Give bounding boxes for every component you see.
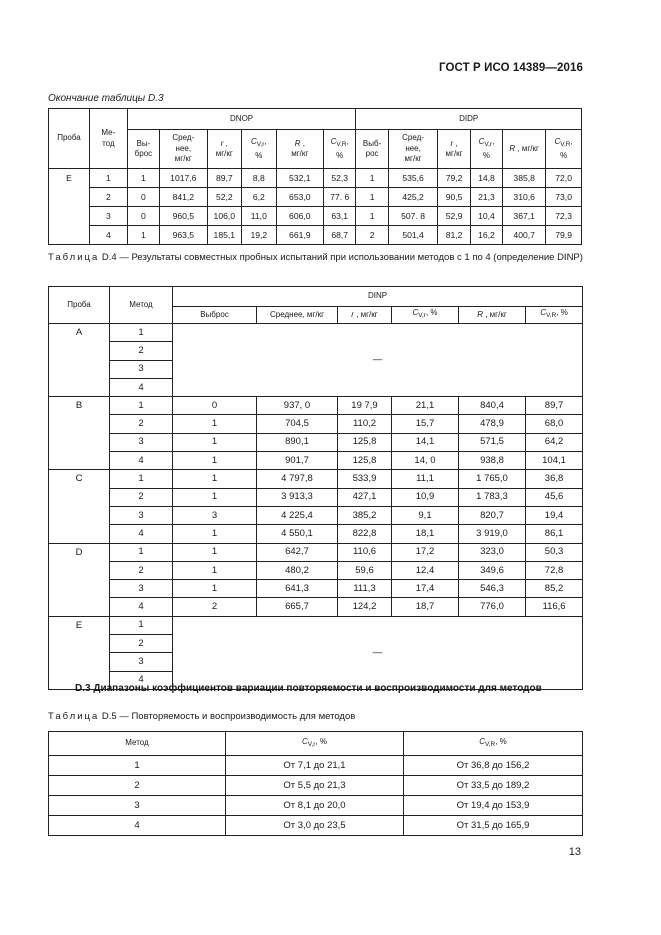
table-d5-caption: Таблица D.5 — Повторяемость и воспроизводимость для методов [48, 711, 356, 722]
table-cell: 532,1 [276, 169, 323, 188]
table-cell: 937, 0 [257, 397, 338, 415]
table-cell: 1 [49, 756, 226, 776]
group-header-didp: DIDP [356, 109, 582, 130]
proba-cell: C [49, 470, 110, 543]
table-cell: 1 [356, 169, 388, 188]
table-cell: 1 [173, 452, 257, 470]
table-cell: 533,9 [338, 470, 392, 488]
table-cell: 110,2 [338, 415, 392, 433]
table-cell: 0 [173, 397, 257, 415]
table-cell: 1 [89, 169, 127, 188]
metod-cell: 3 [110, 580, 173, 598]
table-cell: 90,5 [438, 188, 470, 207]
table-cell: 72,8 [526, 561, 583, 579]
table-cell: 2 [173, 598, 257, 616]
table-d4 [48, 286, 583, 690]
table-cell: 124,2 [338, 598, 392, 616]
table-cell: 15,7 [392, 415, 459, 433]
table-row [49, 169, 582, 188]
metod-cell: 4 [110, 452, 173, 470]
sub-header-didp-0: Выб- рос [356, 130, 388, 169]
table-cell: 2 [356, 226, 388, 245]
table-cell: 571,5 [459, 433, 526, 451]
proba-cell: B [49, 397, 110, 470]
metod-cell: 1 [110, 397, 173, 415]
table-cell: 938,8 [459, 452, 526, 470]
table-cell: 310,6 [503, 188, 546, 207]
col-header-metod: Ме- тод [89, 109, 127, 169]
table-d4-caption: Таблица D.4 — Результаты совместных пробных испытаний при использовании методов с 1 по 4 (определение DINP) [48, 252, 583, 263]
table-cell: 841,2 [160, 188, 207, 207]
table-cell: 1 [356, 188, 388, 207]
table-cell: 963,5 [160, 226, 207, 245]
table-cell: 642,7 [257, 543, 338, 561]
sub-header-dnop-1: Сред- нее, мг/кг [160, 130, 207, 169]
table-cell: От 5,5 до 21,3 [226, 776, 404, 796]
sub-header-dinp-2: r , мг/кг [338, 307, 392, 324]
table-cell: 4 797,8 [257, 470, 338, 488]
table-cell: 901,7 [257, 452, 338, 470]
table-cell: 21,3 [470, 188, 502, 207]
metod-cell: 4 [110, 525, 173, 543]
table-cell: 19,4 [526, 506, 583, 524]
table-cell: 16,2 [470, 226, 502, 245]
table-cell: 367,1 [503, 207, 546, 226]
proba-cell: E [49, 616, 110, 689]
table-cell: 8,8 [242, 169, 277, 188]
table-cell: 52,9 [438, 207, 470, 226]
table-cell: 64,2 [526, 433, 583, 451]
table-d3-end [48, 108, 582, 245]
table-cell: 17,2 [392, 543, 459, 561]
table-cell: 1 [173, 433, 257, 451]
table-row [49, 188, 582, 207]
table-cell: 9,1 [392, 506, 459, 524]
table-cell: 653,0 [276, 188, 323, 207]
table-cell: 72,0 [546, 169, 582, 188]
table-cell: 106,0 [207, 207, 242, 226]
table-cell: 400,7 [503, 226, 546, 245]
table-cell: 72,3 [546, 207, 582, 226]
metod-cell: 1 [110, 470, 173, 488]
table-cell: 1 [173, 415, 257, 433]
col-header-proba: Проба [49, 109, 90, 169]
table-cell: 6,2 [242, 188, 277, 207]
table-row [49, 796, 583, 816]
table-cell: 52,3 [324, 169, 356, 188]
table-cell: 1 783,3 [459, 488, 526, 506]
table-row [49, 470, 583, 488]
table-cell: 45,6 [526, 488, 583, 506]
table-cell: 323,0 [459, 543, 526, 561]
table-cell: 385,8 [503, 169, 546, 188]
table-cell: 2 [49, 776, 226, 796]
table-cell: 840,4 [459, 397, 526, 415]
table-row [49, 452, 583, 470]
table-cell: 68,0 [526, 415, 583, 433]
metod-cell: 2 [110, 561, 173, 579]
table-cell: 385,2 [338, 506, 392, 524]
table-cell: 63,1 [324, 207, 356, 226]
metod-cell: 4 [110, 378, 173, 396]
table-cell: 185,1 [207, 226, 242, 245]
metod-cell: 2 [110, 488, 173, 506]
table-cell: От 36,8 до 156,2 [404, 756, 583, 776]
table-row [49, 598, 583, 616]
table-row [49, 488, 583, 506]
standard-designation: ГОСТ Р ИСО 14389—2016 [438, 62, 583, 74]
table-row [49, 415, 583, 433]
proba-cell: A [49, 324, 110, 397]
table-cell: 1 [356, 207, 388, 226]
table-cell: 535,6 [388, 169, 438, 188]
table-cell: 427,1 [338, 488, 392, 506]
metod-cell: 1 [110, 324, 173, 342]
sub-header-didp-3: $C_{V,r}$, % [470, 130, 502, 169]
table-cell: 12,4 [392, 561, 459, 579]
table-cell: 17,4 [392, 580, 459, 598]
table-cell: 59,6 [338, 561, 392, 579]
table-cell: 68,7 [324, 226, 356, 245]
table-cell: 111,3 [338, 580, 392, 598]
table-cell: 3 [89, 207, 127, 226]
table-cell: От 7,1 до 21,1 [226, 756, 404, 776]
table-cell: 52,2 [207, 188, 242, 207]
table-cell: 11,0 [242, 207, 277, 226]
table-row [49, 776, 583, 796]
table-cell: 822,8 [338, 525, 392, 543]
table-cell: 79,9 [546, 226, 582, 245]
table-cell: 4 [49, 816, 226, 836]
table-row [49, 580, 583, 598]
no-data-dash: — [173, 324, 583, 397]
sub-header-didp-2: r , мг/кг [438, 130, 470, 169]
table-cell: 820,7 [459, 506, 526, 524]
table-cell: 1 765,0 [459, 470, 526, 488]
table-cell: 125,8 [338, 452, 392, 470]
table-cell: 36,8 [526, 470, 583, 488]
table-row [49, 543, 583, 561]
metod-cell: 3 [110, 653, 173, 671]
metod-cell: 4 [110, 671, 173, 689]
table-cell: 0 [127, 207, 159, 226]
table-row [49, 561, 583, 579]
table-row [49, 506, 583, 524]
table-cell: 110,6 [338, 543, 392, 561]
table-cell: 89,7 [526, 397, 583, 415]
table-cell: 89,7 [207, 169, 242, 188]
col-header-metod: Метод [110, 287, 173, 324]
col-header-proba: Проба [49, 287, 110, 324]
sub-header-dinp-5: $C_{V,R}$, % [526, 307, 583, 324]
metod-cell: 3 [110, 433, 173, 451]
table-row [49, 226, 582, 245]
sub-header-dnop-3: $C_{V,r}$, % [242, 130, 277, 169]
table-cell: 10,4 [470, 207, 502, 226]
table-cell: 19 7,9 [338, 397, 392, 415]
table-cell: 3 913,3 [257, 488, 338, 506]
metod-cell: 2 [110, 415, 173, 433]
table-cell: 478,9 [459, 415, 526, 433]
sub-header-dinp-3: $C_{V,r}$, % [392, 307, 459, 324]
no-data-dash: — [173, 616, 583, 689]
table-cell: 86,1 [526, 525, 583, 543]
sub-header-dinp-1: Среднее, мг/кг [257, 307, 338, 324]
col-header-cv-r: $C_{V,r}$, % [226, 732, 404, 756]
sub-header-didp-4: R , мг/кг [503, 130, 546, 169]
metod-cell: 4 [110, 598, 173, 616]
table-cell: 4 225,4 [257, 506, 338, 524]
sub-header-didp-5: $C_{V,R}$, % [546, 130, 582, 169]
table-cell: 960,5 [160, 207, 207, 226]
table-cell: 1 [173, 561, 257, 579]
table-cell: 507. 8 [388, 207, 438, 226]
table-cell: От 19,4 до 153,9 [404, 796, 583, 816]
metod-cell: 3 [110, 506, 173, 524]
table-cell: 3 [49, 796, 226, 816]
table-cell: 125,8 [338, 433, 392, 451]
metod-cell: 1 [110, 616, 173, 634]
metod-cell: 2 [110, 635, 173, 653]
table-cell: От 33,5 до 189,2 [404, 776, 583, 796]
table-cell: 606,0 [276, 207, 323, 226]
table-cell: 81,2 [438, 226, 470, 245]
table-cell: 776,0 [459, 598, 526, 616]
table-cell: 704,5 [257, 415, 338, 433]
table-cell: 480,2 [257, 561, 338, 579]
table-row [49, 616, 583, 634]
table-row [49, 207, 582, 226]
table-row [49, 324, 583, 342]
table-cell: 50,3 [526, 543, 583, 561]
proba-cell: E [49, 169, 90, 245]
table-row [49, 397, 583, 415]
metod-cell: 3 [110, 360, 173, 378]
table-cell: 1 [173, 543, 257, 561]
table-cell: 1 [173, 488, 257, 506]
section-d3-title: D.3 Диапазоны коэффициентов вариации повторяемости и воспроизводимости для методов [75, 683, 542, 694]
table-cell: 2 [89, 188, 127, 207]
proba-cell: D [49, 543, 110, 616]
table-cell: 18,7 [392, 598, 459, 616]
table-cell: 641,3 [257, 580, 338, 598]
table-cell: 3 [173, 506, 257, 524]
table-cell: 14,1 [392, 433, 459, 451]
table-cell: 1 [173, 470, 257, 488]
table-cell: 890,1 [257, 433, 338, 451]
table-row [49, 525, 583, 543]
table-cell: 14, 0 [392, 452, 459, 470]
table-cell: 349,6 [459, 561, 526, 579]
table-cell: 11,1 [392, 470, 459, 488]
table-cell: 4 [89, 226, 127, 245]
table-cell: 1 [127, 169, 159, 188]
table-row [49, 816, 583, 836]
sub-header-dnop-5: $C_{V,R}$, % [324, 130, 356, 169]
metod-cell: 1 [110, 543, 173, 561]
table-cell: 1 [127, 226, 159, 245]
metod-cell: 2 [110, 342, 173, 360]
sub-header-dnop-2: r , мг/кг [207, 130, 242, 169]
table-cell: 73,0 [546, 188, 582, 207]
table-cell: 3 919,0 [459, 525, 526, 543]
table-cell: 0 [127, 188, 159, 207]
sub-header-dnop-4: R , мг/кг [276, 130, 323, 169]
sub-header-dinp-4: R , мг/кг [459, 307, 526, 324]
table-cell: 425,2 [388, 188, 438, 207]
table-cell: 85,2 [526, 580, 583, 598]
sub-header-didp-1: Сред- нее, мг/кг [388, 130, 438, 169]
table-d3-continuation-caption: Окончание таблицы D.3 [48, 93, 164, 104]
table-cell: 665,7 [257, 598, 338, 616]
col-header-cv-R: $C_{V,R}$, % [404, 732, 583, 756]
sub-header-dnop-0: Вы- брос [127, 130, 159, 169]
table-cell: 14,8 [470, 169, 502, 188]
table-row [49, 433, 583, 451]
table-cell: 1017,6 [160, 169, 207, 188]
table-cell: 18,1 [392, 525, 459, 543]
table-cell: 546,3 [459, 580, 526, 598]
table-cell: От 3,0 до 23,5 [226, 816, 404, 836]
sub-header-dinp-0: Выброс [173, 307, 257, 324]
table-cell: 661,9 [276, 226, 323, 245]
table-cell: 104,1 [526, 452, 583, 470]
table-cell: 19,2 [242, 226, 277, 245]
group-header-dnop: DNOP [127, 109, 356, 130]
table-cell: От 8,1 до 20,0 [226, 796, 404, 816]
table-cell: 21,1 [392, 397, 459, 415]
table-row [49, 756, 583, 776]
table-d5 [48, 731, 583, 836]
table-cell: 1 [173, 525, 257, 543]
page-number: 13 [568, 846, 581, 858]
col-header-metod: Метод [49, 732, 226, 756]
table-cell: 116,6 [526, 598, 583, 616]
group-header-dinp: DINP [173, 287, 583, 307]
table-cell: 1 [173, 580, 257, 598]
table-cell: 4 550,1 [257, 525, 338, 543]
table-cell: 79,2 [438, 169, 470, 188]
table-cell: 501,4 [388, 226, 438, 245]
table-cell: 77. 6 [324, 188, 356, 207]
table-cell: От 31,5 до 165,9 [404, 816, 583, 836]
table-cell: 10,9 [392, 488, 459, 506]
